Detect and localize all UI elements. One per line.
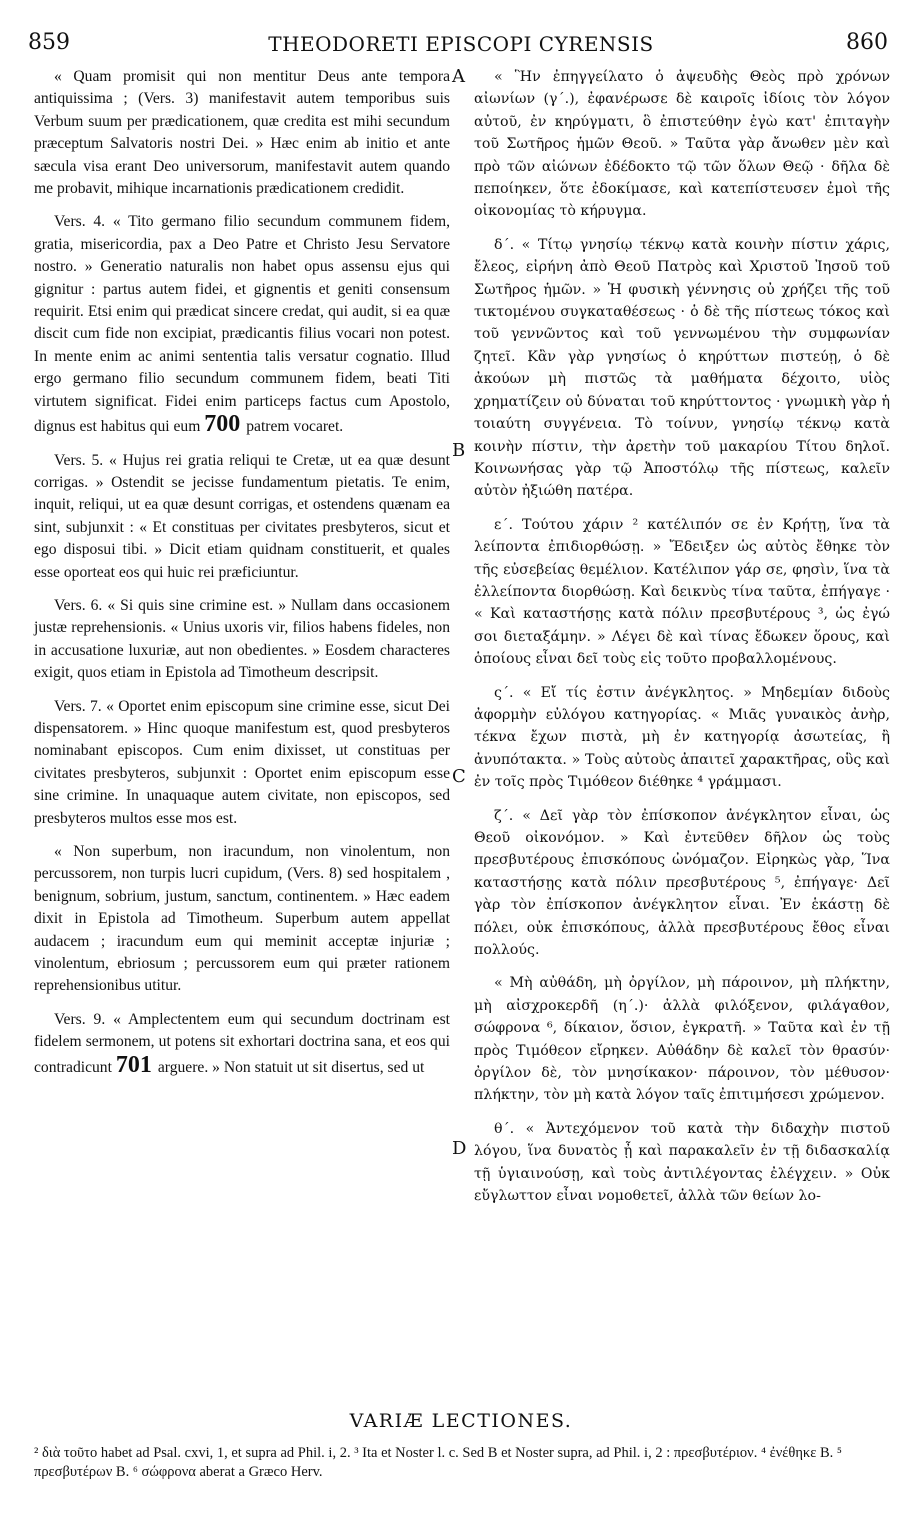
section-marker-c: C [452,766,466,787]
latin-paragraph: Vers. 7. « Oportet enim episcopum sine crimine esse, sicut Dei dispensatorem. » Hinc quoque manifestum est, quod presbyteros nominabant episcopos. Cum enim dixisset, ut constituas per civitates presbyteros, subjunxit : Oportet enim episcopum esse sine crimine. In unaquaque autem civitate, non episcopos, sed presbyteros multos esse mos est. [34,697,450,827]
greek-paragraph: ε΄. Τούτου χάριν ² κατέλιπόν σε ἐν Κρήτῃ, ἵνα τὰ λείποντα ἐπιδιορθώσῃ. » Ἔδειξεν ὡς αὐτὸς ἔθηκε τὸν τῆς εὐσεβείας θεμέλιον. Κατέλιπον γάρ σε, φησὶν, ἵνα τὰ ἐλλείποντα διορθώσῃ. Καὶ δεικνὺς τίνα ταῦτα, ἐπήγαγε · « Καὶ καταστήσῃς κατὰ πόλιν πρεσβυτέρους ³, ὡς ἐγώ σοι διεταξάμην. » Λέγει δὲ καὶ τίνας ἔδωκεν ὅρους, καὶ ὁποίους εἶναι δεῖ τοὺς εἰς τοῦτο προβαλλομένους. [474,516,890,668]
greek-paragraph: δ΄. « Τίτῳ γνησίῳ τέκνῳ κατὰ κοινὴν πίστιν χάρις, ἔλεος, εἰρήνη ἀπὸ Θεοῦ Πατρὸς καὶ Χριστοῦ Ἰησοῦ τοῦ Σωτῆρος ἡμῶν. » Ἡ φυσικὴ γέννησις οὐ χρήζει τῆς τοῦ τικτομένου συγκαταθέσεως · ὁ δὲ τῆς πίστεως τόκος καὶ τοῦ γεννῶντος καὶ τοῦ γεννωμένου τὴν συμφωνίαν ζητεῖ. Κἂν γὰρ γνησίως ὁ κηρύττων πιστεύῃ, ὁ δὲ ἀκούων μὴ πιστῶς τὰ μαθήματα δέχοιτο, υἱὸς χρηματίζειν οὐ δύναται τοῦ κηρύττοντος · γνωμικὴ γὰρ ἡ τοιαύτη συγγένεια. Τὸ τοίνυν, γνησίῳ τέκνῳ κατὰ κοινὴν πίστιν, τὴν ἀρετὴν τοῦ μακαρίου Τίτου δηλοῖ. Κοινωνήσας γὰρ τῷ Ἀποστόλῳ τῆς πίστεως, καλεῖν αὐτὸν ἠξιώθη πατέρα. [474,236,890,500]
greek-paragraph: « Ἣν ἐπηγγείλατο ὁ ἀψευδὴς Θεὸς πρὸ χρόνων αἰωνίων (γ΄.), ἐφανέρωσε δὲ καιροῖς ἰδίοις τὸν λόγον αὐτοῦ, ἐν κηρύγματι, ὃ ἐπιστεύθην ἐγὼ κατ' ἐπιταγὴν τοῦ Σωτῆρος ἡμῶν Θεοῦ. » Ταῦτα γὰρ ἄνωθεν μὲν καὶ πρὸ τῶν αἰώνων ἐδέδοκτο τῷ τῶν ὅλων Θεῷ · δῆλα δὲ πεποίηκεν, ὅτε ἐδοκίμασε, καὶ κατεπίστευσεν ἐμοὶ τῆς οἰκονομίας τὸ κήρυγμα. [474,69,890,220]
latin-paragraph [34,211,450,438]
running-title: THEODORETI EPISCOPI CYRENSIS [268,32,654,56]
greek-paragraph: θ΄. « Ἀντεχόμενον τοῦ κατὰ τὴν διδαχὴν πιστοῦ λόγου, ἵνα δυνατὸς ᾖ καὶ παρακαλεῖν ἐν τῇ διδασκαλίᾳ τῇ ὑγιαινούσῃ, καὶ τοὺς ἀντιλέγοντας ἐλέγχειν. » Οὐκ εὔγλωττον εἶναι νομοθετεῖ, ἀλλὰ τῶν θείων λο- [474,1120,890,1205]
latin-paragraph: Vers. 6. « Si quis sine crimine est. » Nullam dans occasionem justæ reprehensionis. « Unius uxoris vir, filios habens fideles, non in accusatione luxuriæ, aut non obedientes. » Eosdem characteres exigit, quos etiam in Epistola ad Timotheum descripsit. [34,596,450,682]
latin-text: Vers. 9. « Amplectentem eum qui secundum doctrinam est fidelem sermonem, ut potens sit exhortari doctrina sana, et eos qui contradicunt [34,1010,450,1076]
greek-paragraph: ς΄. « Εἴ τίς ἐστιν ἀνέγκλητος. » Μηδεμίαν διδοὺς ἀφορμὴν εὐλόγου κατηγορίας. « Μιᾶς γυναικὸς ἀνὴρ, τέκνα ἔχων πιστὰ, μὴ ἐν κατηγορίᾳ ἀσωτείας, ἢ ἀνυπότακτα. » Τοὺς αὐτοὺς ἀπαιτεῖ χαρακτῆρας, οὓς καὶ ἐν τοῖς πρὸς Τιμόθεον διέθηκε ⁴ γράμμασι. [474,684,890,791]
section-marker-d: D [452,1138,467,1159]
page-number-marker: 700 [204,411,241,438]
latin-column [34,66,450,1079]
latin-paragraph [34,1009,450,1079]
latin-paragraph: Vers. 5. « Hujus rei gratia reliqui te Cretæ, ut ea quæ desunt corrigas. » Ostendit se jecisse fundamentum pietatis. Te enim, inquit, reliqui, ut ea quæ desunt corrigas, et ostendens quænam ea sint, subjunxit : « Et constituas per civitates presbyteros, sicut et ego disposui tibi. » Dicit etiam quidnam constituerit, et quales esse oporteat eos qui huic rei præficiuntur. [34,451,450,581]
latin-text: Vers. 4. « Tito germano filio secundum communem fidem, gratia, misericordia, pax a Deo Patre et Christo Jesu Servatore nostro. » Generatio naturalis non habet opus assensu ejus qui gignitur : partus autem fidei, et gignentis et geniti consensum requirit. Etsi enim qui prædicat sincere credat, qui audit, si ea quæ discit cum fide non excipiat, prædicantis filius vocari non potest. In mente enim ac animi sententia talis versatur cognatio. Illud ergo germano filio secundum communem fidem, beati Titi virtutem significat. Fidei enim particeps factus cum Apostolo, dignus est habitus qui eum [34,213,450,436]
section-marker-a: A [452,66,465,87]
section-marker-b: B [452,440,466,461]
greek-paragraph: ζ΄. « Δεῖ γὰρ τὸν ἐπίσκοπον ἀνέγκλητον εἶναι, ὡς Θεοῦ οἰκονόμον. » Καὶ ἐντεῦθεν δῆλον ὡς τοὺς πρεσβυτέρους ἐπισκόπους ὠνόμαζον. Εἰρηκὼς γὰρ, Ἵνα καταστήσῃς κατὰ πόλιν πρεσβυτέρους ⁵, ἐπήγαγε· Δεῖ γὰρ τὸν ἐπίσκοπον ἀνέγκλητον εἶναι. Ἐν ἑκάστῃ δὲ πόλει, οὐκ ἐπισκόπους, ἀλλὰ πρεσβυτέρους ἔθος εἶναι πολλούς. [474,807,890,959]
latin-text: arguere. » Non statuit ut sit disertus, sed ut [157,1058,425,1076]
column-number-right: 860 [846,30,888,55]
latin-paragraph: « Non superbum, non iracundum, non vinolentum, non percussorem, non turpis lucri cupidum, (Vers. 8) sed hospitalem , benignum, sobrium, justum, sanctum, continentem. » Hæc eadem dixit in Epistola ad Timotheum. Superbum autem appellat audacem ; iracundum eum qui meminit acceptæ injuriæ ; vinolentum, ebriosum ; percussorem eum qui præter rationem reprehensionibus utitur. [34,843,450,995]
variant-readings-notes: ² διὰ τοῦτο habet ad Psal. cxvi, 1, et supra ad Phil. i, 2. ³ Ita et Noster l. c. Sed B et Noster supra, ad Phil. i, 2 : πρεσβυτέριον. ⁴ ἐνέθηκε B. ⁵ πρεσβυτέρων B. ⁶ σώφρονα aberat a Græco Herv. [34,1445,842,1480]
latin-paragraph: « Quam promisit qui non mentitur Deus ante tempora antiquissima ; (Vers. 3) manifestavit autem temporibus suis Verbum suum per prædicationem, quæ credita est mihi secundum præceptum Salvatoris nostri Dei. » Hæc enim ab initio et ante sæcula visa erant Deo universorum, manifestavit autem quando me probavit, mihique incarnationis prædicationem credidit. [34,68,450,198]
greek-paragraph: « Μὴ αὐθάδη, μὴ ὀργίλον, μὴ πάροινον, μὴ πλήκτην, μὴ αἰσχροκερδῆ (η΄.)· ἀλλὰ φιλόξενον, φιλάγαθον, σώφρονα ⁶, δίκαιον, ὅσιον, ἐγκρατῆ. » Ταῦτα καὶ ἐν τῇ πρὸς Τιμόθεον εἴρηκεν. Αὐθάδην δὲ καλεῖ τὸν θρασύν· ὀργίλον δὲ, τὸν μνησίκακον· πάροινον, τὸν μέθυσον· πλήκτην, τὸν μὴ κατὰ λόγον ταῖς ἐπιτιμήσεσι χρώμενον. [474,975,890,1104]
latin-text: patrem vocaret. [246,418,344,436]
greek-column [474,66,890,1208]
column-number-left: 859 [28,30,70,55]
variae-lectiones-heading: VARIÆ LECTIONES. [349,1410,573,1432]
page-header [0,30,922,70]
page-number-marker: 701 [115,1051,152,1078]
